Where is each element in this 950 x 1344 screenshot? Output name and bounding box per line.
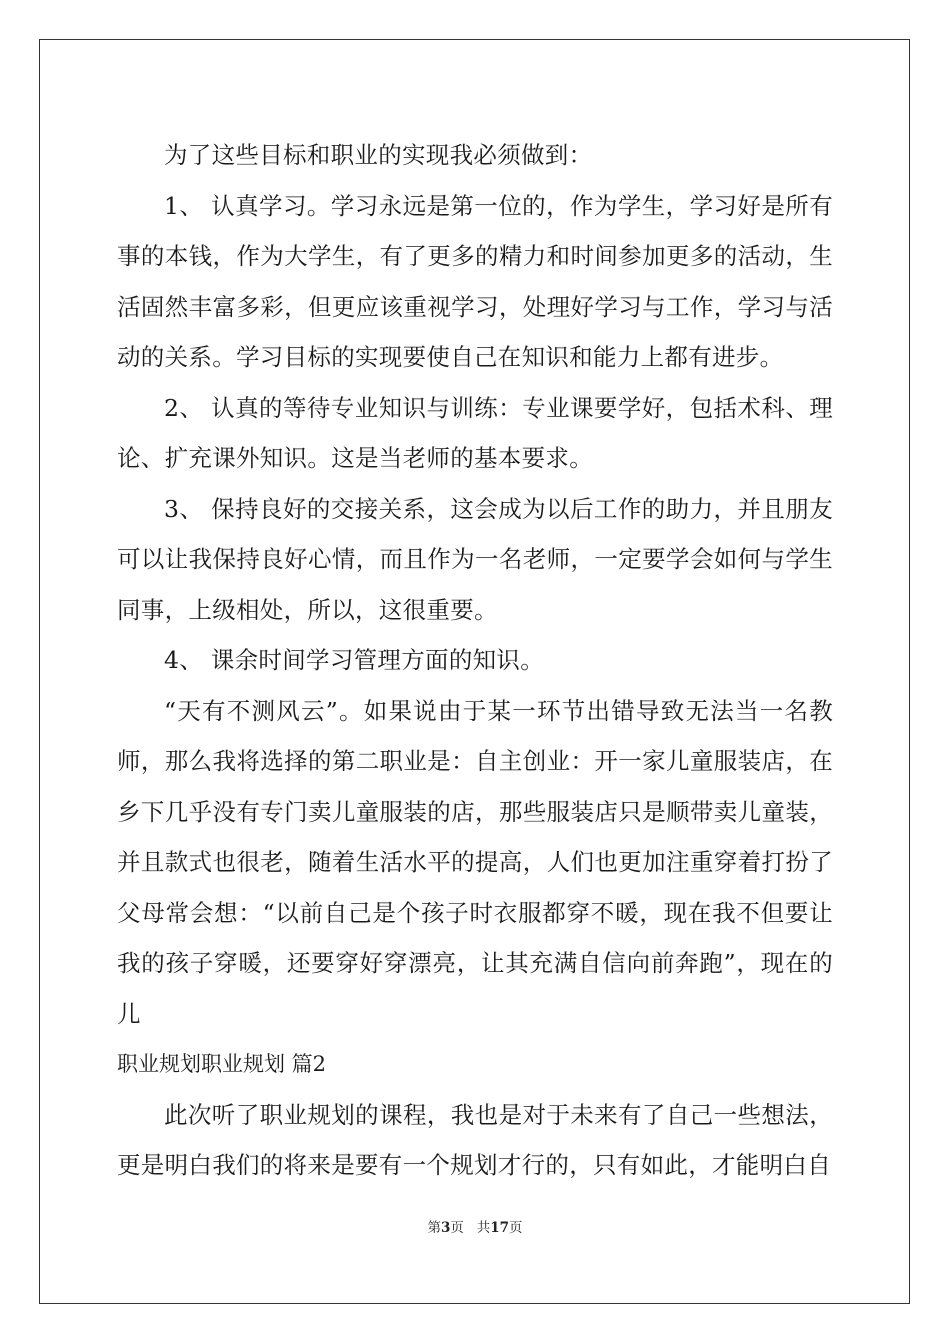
section-heading: 职业规划职业规划 篇2	[117, 1052, 327, 1076]
paragraph: 2、 认真的等待专业知识与训练：专业课要学好，包括术科、理论、扩充课外知识。这是当老师的基本要求。	[117, 393, 833, 472]
document-body	[117, 130, 833, 1191]
paragraph: 4、 课余时间学习管理方面的知识。	[164, 646, 545, 674]
page-number: 3	[440, 1220, 451, 1236]
paragraph: 此次听了职业规划的课程，我也是对于未来有了自己一些想法，更是明白我们的将来是要有一个规划才行的，只有如此，才能明白自	[117, 1100, 833, 1179]
paragraph: 3、 保持良好的交接关系，这会成为以后工作的助力，并且朋友可以让我保持良好心情，而且作为一名老师，一定要学会如何与学生同事，上级相处，所以，这很重要。	[117, 494, 833, 624]
page-prefix: 第	[427, 1220, 441, 1236]
page-suffix: 页	[450, 1220, 464, 1236]
total-suffix: 页	[509, 1220, 523, 1236]
total-prefix: 共	[476, 1220, 491, 1236]
page-footer	[0, 1218, 950, 1238]
paragraph: “天有不测风云”。如果说由于某一环节出错导致无法当一名教师，那么我将选择的第二职业是：自主创业：开一家儿童服装店，在乡下几乎没有专门卖儿童服装的店，那些服装店只是顺带卖儿童装，并且款式也很老，随着生活水平的提高，人们也更加注重穿着打扮了父母常会想：“以前自己是个孩子时衣服都穿不暖，现在我不但要让我的孩子穿暖，还要穿好穿漂亮，让其充满自信向前奔跑”，现在的儿	[117, 696, 833, 1028]
paragraph: 1、 认真学习。学习永远是第一位的，作为学生，学习好是所有事的本钱，作为大学生，有了更多的精力和时间参加更多的活动，生活固然丰富多彩，但更应该重视学习，处理好学习与工作，学习与活动的关系。学习目标的实现要使自己在知识和能力上都有进步。	[117, 191, 833, 371]
paragraph: 为了这些目标和职业的实现我必须做到：	[164, 141, 593, 169]
total-pages: 17	[490, 1220, 510, 1236]
